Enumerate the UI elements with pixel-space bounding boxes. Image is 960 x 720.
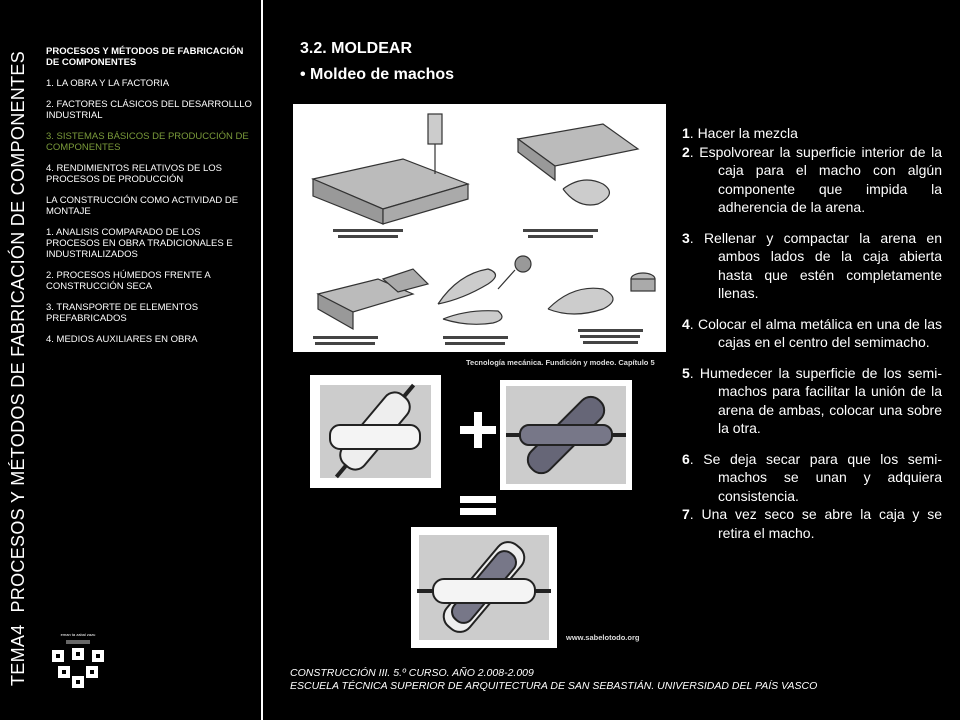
- core-half-dark-diagram: [500, 380, 632, 490]
- molding-process-illustration: [293, 104, 666, 352]
- step-3: [682, 229, 942, 303]
- menu-item-obra-factoria[interactable]: 1. LA OBRA Y LA FACTORIA: [46, 78, 170, 89]
- step-5: [682, 364, 942, 438]
- menu-heading: [46, 46, 256, 68]
- section-title: 3.2. MOLDEAR: [300, 40, 413, 57]
- menu-heading-line2: DE COMPONENTES: [46, 57, 137, 68]
- step-number: 2: [682, 143, 690, 160]
- plus-symbol-text: +: [458, 410, 459, 411]
- university-logo: [48, 630, 108, 692]
- menu-item-sistemas-basicos[interactable]: 3. SISTEMAS BÁSICOS DE PRODUCCIÓN DE COMPONENTES: [46, 131, 249, 153]
- step-number: 6: [682, 450, 690, 467]
- menu-item-procesos-humedos[interactable]: 2. PROCESOS HÚMEDOS FRENTE A CONSTRUCCIÓN SECA: [46, 270, 211, 292]
- step-4: [682, 315, 942, 352]
- vertical-title: [8, 51, 29, 686]
- core-box-half-diagram: [310, 375, 441, 488]
- menu-item-factores-clasicos[interactable]: 2. FACTORES CLÁSICOS DEL DESARROLLLO INDUSTRIAL: [46, 99, 252, 121]
- step-6: [682, 450, 942, 506]
- step-text: . Una vez seco se abre la caja y se retira el macho.: [689, 506, 942, 541]
- menu-heading-line1: PROCESOS Y MÉTODOS DE FABRICACIÓN: [46, 46, 244, 57]
- step-number: 1: [682, 125, 690, 141]
- step-text: . Espolvorear la superficie interior de la caja para el macho con algún componente que impida la adherencia de la arena.: [689, 143, 942, 215]
- equals-sign: [458, 490, 498, 520]
- menu-item-rendimientos[interactable]: 4. RENDIMIENTOS RELATIVOS DE LOS PROCESOS DE PRODUCCIÓN: [46, 163, 222, 185]
- diagram-caption: www.sabelotodo.org: [566, 633, 640, 642]
- menu-item-medios-auxiliares[interactable]: 4. MEDIOS AUXILIARES EN OBRA: [46, 334, 198, 345]
- steps-list: [682, 124, 942, 542]
- menu-item-construccion-montaje[interactable]: LA CONSTRUCCIÓN COMO ACTIVIDAD DE MONTAJE: [46, 195, 239, 217]
- vertical-title-tema: TEMA4: [8, 624, 28, 686]
- step-2: [682, 143, 942, 217]
- sidebar-divider: [261, 0, 263, 720]
- step-number: 5: [682, 364, 690, 381]
- step-number: 7: [682, 506, 690, 522]
- logo-motto: eman ta zabal zazu: [60, 632, 96, 637]
- step-text: . Rellenar y compactar la arena en ambos lados de la caja abierta hasta que estén completamente llenas.: [689, 229, 942, 301]
- step-7: [682, 505, 942, 542]
- footer-course: CONSTRUCCIÓN III. 5.º CURSO. AÑO 2.008-2.009: [290, 667, 534, 679]
- photo-caption: Tecnología mecánica. Fundición y modeo. Capítulo 5: [466, 358, 655, 367]
- step-number: 3: [682, 229, 690, 246]
- plus-sign: [458, 410, 498, 450]
- equals-symbol-text: =: [458, 490, 459, 491]
- step-text: . Se deja secar para que los semi-machos se unan y adquiera consistencia.: [689, 450, 942, 504]
- step-1: [682, 124, 942, 143]
- footer-school: ESCUELA TÉCNICA SUPERIOR DE ARQUITECTURA DE SAN SEBASTIÁN. UNIVERSIDAD DEL PAÍS VASCO: [290, 680, 818, 692]
- section-subtitle: • Moldeo de machos: [300, 66, 455, 83]
- step-text: . Colocar el alma metálica en una de las cajas en el centro del semimacho.: [689, 315, 942, 350]
- step-text: . Humedecer la superficie de los semi-machos para facilitar la unión de la arena de ambas, colocar una sobre la otra.: [689, 364, 942, 436]
- step-number: 4: [682, 315, 690, 332]
- footer: [290, 667, 817, 693]
- menu-item-transporte[interactable]: 3. TRANSPORTE DE ELEMENTOS PREFABRICADOS: [46, 302, 199, 324]
- step-text: . Hacer la mezcla: [689, 125, 798, 141]
- menu-item-analisis-comparado[interactable]: 1. ANALISIS COMPARADO DE LOS PROCESOS EN OBRA TRADICIONALES E INDUSTRIALIZADOS: [46, 227, 233, 260]
- sidebar-menu: [46, 46, 256, 355]
- vertical-title-main: PROCESOS Y MÉTODOS DE FABRICACIÓN DE COMPONENTES: [8, 50, 28, 613]
- assembled-core-diagram: [411, 527, 557, 648]
